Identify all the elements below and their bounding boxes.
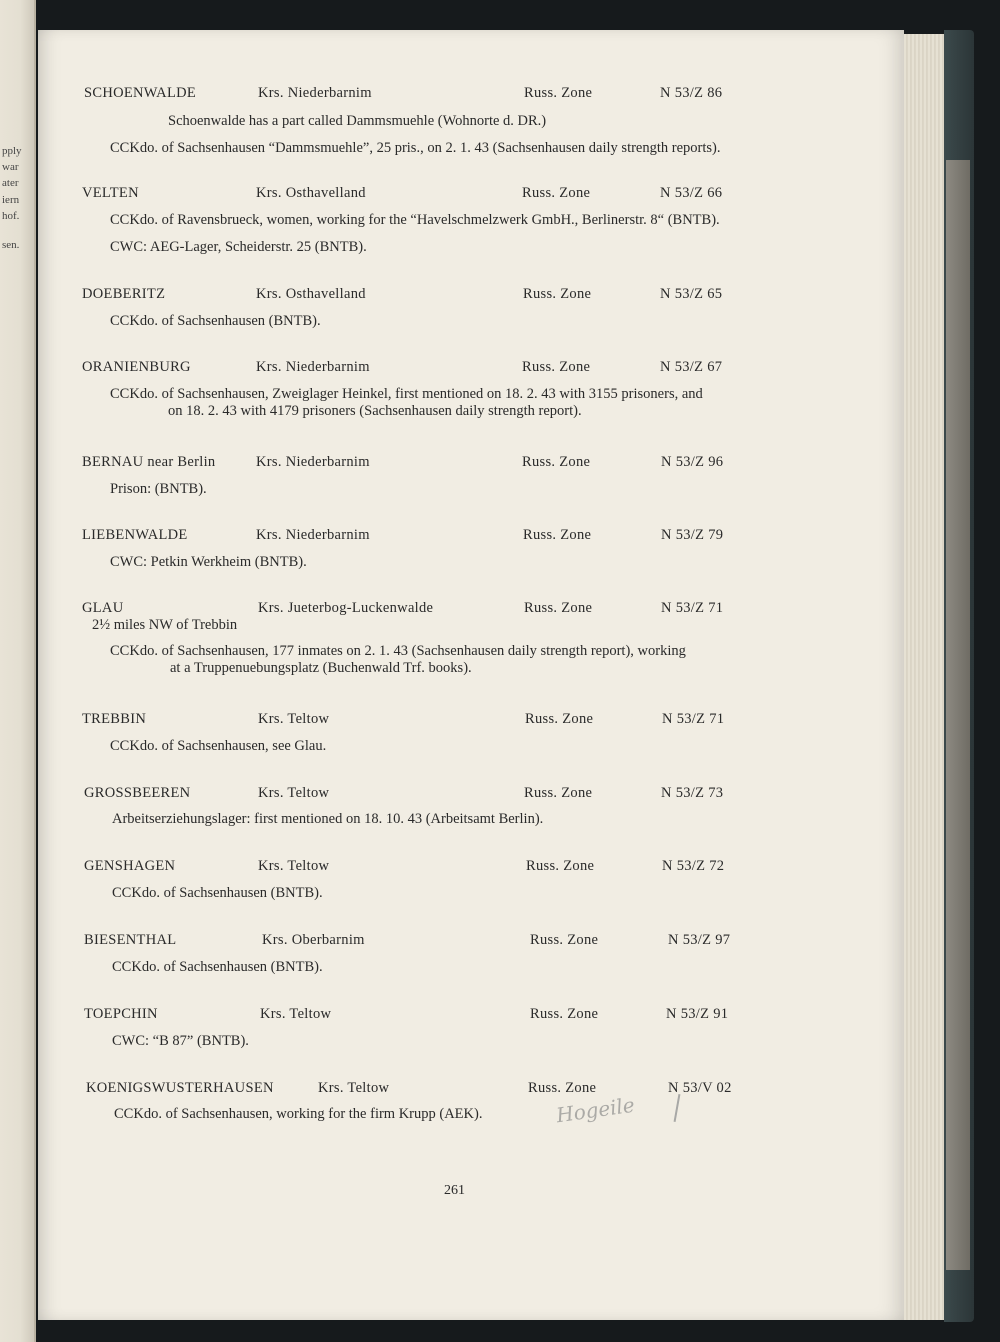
left-page-fragment: pply [2,145,22,157]
district: Krs. Teltow [258,711,330,727]
page-number: 261 [444,1183,465,1198]
entry-line: CCKdo. of Sachsenhausen (BNTB). [110,313,321,329]
entry-line: CCKdo. of Sachsenhausen (BNTB). [112,885,323,901]
district: Krs. Oberbarnim [262,932,365,948]
entry-line: on 18. 2. 43 with 4179 prisoners (Sachsenhausen daily strength report). [168,403,582,419]
zone: Russ. Zone [523,527,592,543]
district: Krs. Teltow [258,858,330,874]
grid-reference: N 53/V 02 [668,1080,732,1096]
district: Krs. Niederbarnim [256,359,370,375]
left-page-edge [0,0,36,1342]
zone: Russ. Zone [528,1080,597,1096]
district: Krs. Teltow [318,1080,390,1096]
entry-line: CCKdo. of Sachsenhausen (BNTB). [112,959,323,975]
grid-reference: N 53/Z 67 [660,359,723,375]
grid-reference: N 53/Z 71 [662,711,725,727]
grid-reference: N 53/Z 65 [660,286,723,302]
zone: Russ. Zone [530,1006,599,1022]
entry-line: CCKdo. of Sachsenhausen, working for the firm Krupp (AEK). [114,1106,483,1122]
entry-line: 2½ miles NW of Trebbin [92,617,238,633]
entry-line: CWC: AEG-Lager, Scheiderstr. 25 (BNTB). [110,239,367,255]
place-name: TOEPCHIN [84,1006,158,1022]
grid-reference: N 53/Z 91 [666,1006,729,1022]
book-cover-board [946,160,970,1270]
place-name: DOEBERITZ [82,286,166,302]
entry-line: at a Truppenuebungsplatz (Buchenwald Trf. books). [170,660,472,676]
left-page-fragment: ater [2,177,19,189]
page-stack-edge [900,34,946,1320]
zone: Russ. Zone [524,785,593,801]
grid-reference: N 53/Z 97 [668,932,731,948]
left-page-fragment: war [2,161,19,173]
entry-line: CCKdo. of Sachsenhausen “Dammsmuehle”, 25 pris., on 2. 1. 43 (Sachsenhausen daily strength reports). [110,140,721,156]
district: Krs. Teltow [260,1006,332,1022]
left-page-fragment: sen. [2,239,20,251]
zone: Russ. Zone [524,600,593,616]
place-name: GROSSBEEREN [84,785,191,801]
district: Krs. Osthavelland [256,185,366,201]
place-name: GENSHAGEN [84,858,176,874]
grid-reference: N 53/Z 71 [661,600,724,616]
place-name: KOENIGSWUSTERHAUSEN [86,1080,274,1096]
entry-line: Arbeitserziehungslager: first mentioned on 18. 10. 43 (Arbeitsamt Berlin). [112,811,544,827]
place-name: BERNAU near Berlin [82,454,216,470]
zone: Russ. Zone [526,858,595,874]
place-name: TREBBIN [82,711,147,727]
grid-reference: N 53/Z 86 [660,85,723,101]
entry-line: CCKdo. of Sachsenhausen, Zweiglager Heinkel, first mentioned on 18. 2. 43 with 3155 prisoners, and [110,386,703,402]
grid-reference: N 53/Z 96 [661,454,724,470]
grid-reference: N 53/Z 66 [660,185,723,201]
place-name: LIEBENWALDE [82,527,188,543]
place-name: ORANIENBURG [82,359,191,375]
district: Krs. Osthavelland [256,286,366,302]
zone: Russ. Zone [523,286,592,302]
zone: Russ. Zone [522,454,591,470]
entry-line: Prison: (BNTB). [110,481,207,497]
left-page-fragment: iern [2,194,20,206]
zone: Russ. Zone [524,85,593,101]
district: Krs. Teltow [258,785,330,801]
grid-reference: N 53/Z 79 [661,527,724,543]
place-name: SCHOENWALDE [84,85,197,101]
entry-line: CCKdo. of Sachsenhausen, 177 inmates on 2. 1. 43 (Sachsenhausen daily strength report), working [110,643,686,659]
entry-line: CWC: Petkin Werkheim (BNTB). [110,554,307,570]
entry-line: Schoenwalde has a part called Dammsmuehle (Wohnorte d. DR.) [168,113,547,129]
grid-reference: N 53/Z 72 [662,858,725,874]
district: Krs. Jueterbog-Luckenwalde [258,600,434,616]
place-name: VELTEN [82,185,139,201]
zone: Russ. Zone [522,185,591,201]
left-page-fragment: hof. [2,210,20,222]
zone: Russ. Zone [522,359,591,375]
place-name: GLAU [82,600,124,616]
handwritten-signature: Hogeile [554,1092,637,1128]
zone: Russ. Zone [525,711,594,727]
entry-line: CCKdo. of Ravensbrueck, women, working for the “Havelschmelzwerk GmbH., Berlinerstr. 8“ (BNTB). [110,212,720,228]
district: Krs. Niederbarnim [256,454,370,470]
entry-line: CWC: “B 87” (BNTB). [112,1033,249,1049]
entry-line: CCKdo. of Sachsenhausen, see Glau. [110,738,327,754]
zone: Russ. Zone [530,932,599,948]
district: Krs. Niederbarnim [256,527,370,543]
grid-reference: N 53/Z 73 [661,785,724,801]
district: Krs. Niederbarnim [258,85,372,101]
place-name: BIESENTHAL [84,932,177,948]
